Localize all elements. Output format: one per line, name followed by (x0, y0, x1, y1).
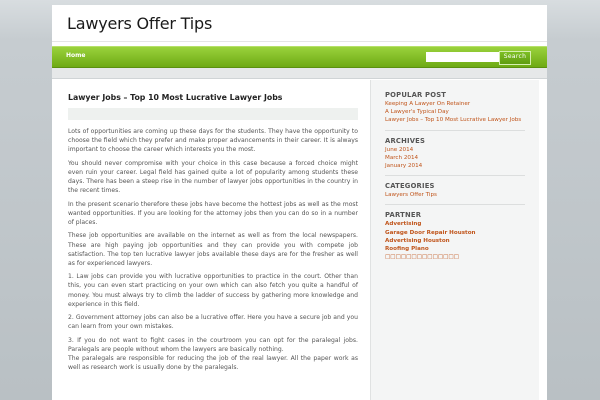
search-input[interactable] (426, 52, 500, 62)
post-paragraph: You should never compromise with your choice in this case because a forced choice might even ruin your career. Legal field has gained quite a lot of popularity among students these days. There has been a steep rise in the number of lawyer jobs opportunities in the country in the recent times. (68, 159, 358, 195)
partner-link[interactable]: Advertising (385, 221, 422, 228)
post-paragraph: These job opportunities are available on the internet as well as from the local newspapers. These are high paying job opportunities and they can provide you with compete job satisfaction. The top ten lucrative lawyer jobs available these days are for the fresher as well as for experienced lawyers. (68, 232, 358, 267)
post-meta-bar (68, 108, 358, 120)
divider (385, 130, 525, 131)
popular-post-link[interactable]: Lawyer Jobs – Top 10 Most Lucrative Lawyer Jobs (385, 117, 522, 124)
category-link[interactable]: Lawyers Offer Tips (385, 192, 437, 199)
popular-post-list (385, 100, 539, 125)
archive-link[interactable]: June 2014 (385, 146, 414, 153)
site-title[interactable]: Lawyers Offer Tips (67, 13, 213, 33)
partner-link[interactable]: □□□□□□□□□□□□□□ (385, 254, 459, 261)
partner-list (385, 220, 539, 261)
post-paragraph: 1. Law jobs can provide you with lucrative opportunities to practice in the court. Other than this, you can even start practicing on your own which can also fetch you quite a handful of money. You must always try to climb the ladder of success by gathering more knowledge and experience in this field. (68, 273, 358, 308)
post-paragraph: Lots of opportunities are coming up these days for the students. They have the opportunity to choose the field which they prefer and make proper advancements in their career. It is always important to choose the career which interests you the most. (68, 128, 358, 154)
widget-title: POPULAR POST (385, 91, 447, 99)
widget-title: CATEGORIES (385, 182, 435, 191)
post-body (68, 127, 358, 372)
widget-categories (385, 182, 539, 205)
post-paragraph: 3. If you do not want to fight cases in the courtroom you can opt for the paralegal jobs. Paralegals are people without whom the lawyers are basically nothing. (68, 336, 358, 353)
archives-list (385, 146, 539, 171)
partner-link[interactable]: Garage Door Repair Houston (385, 229, 476, 236)
page-container (52, 5, 547, 400)
widget-title: ARCHIVES (385, 136, 426, 145)
post-title[interactable]: Lawyer Jobs – Top 10 Most Lucrative Lawyer Jobs (68, 93, 283, 102)
widget-popular-post (385, 91, 539, 131)
post-paragraph: 2. Government attorney jobs can also be a lucrative offer. Here you have a secure job and you can learn from your own mistakes. (68, 314, 358, 331)
widget-archives (385, 137, 539, 177)
widget-title: PARTNER (385, 211, 422, 220)
archive-link[interactable]: March 2014 (385, 154, 419, 161)
divider (385, 175, 525, 176)
sub-header-bar (52, 68, 547, 79)
nav-home-link[interactable]: Home (66, 52, 86, 59)
widget-partner (385, 211, 539, 261)
site-header (52, 5, 547, 42)
main-content (68, 93, 358, 377)
search-button[interactable]: Search (499, 51, 531, 65)
sidebar (370, 80, 539, 400)
popular-post-link[interactable]: Keeping A Lawyer On Retainer (385, 101, 471, 107)
categories-list (385, 191, 539, 199)
popular-post-link[interactable]: A Lawyer's Typical Day (385, 109, 449, 116)
divider (385, 204, 525, 205)
archive-link[interactable]: January 2014 (385, 163, 423, 170)
partner-link[interactable]: Advertising Houston (385, 237, 450, 244)
nav-bar (52, 46, 547, 68)
partner-link[interactable]: Roofing Plano (385, 246, 429, 253)
post-paragraph: In the present scenario therefore these jobs have become the hottest jobs as well as the most wanted opportunities. If you are looking for the attorney jobs then you can do so in a number of places. (68, 200, 358, 226)
post-paragraph: The paralegals are responsible for reducing the job of the real lawyer. All the paper work as well as research work is usually done by the paralegals. (68, 355, 358, 372)
